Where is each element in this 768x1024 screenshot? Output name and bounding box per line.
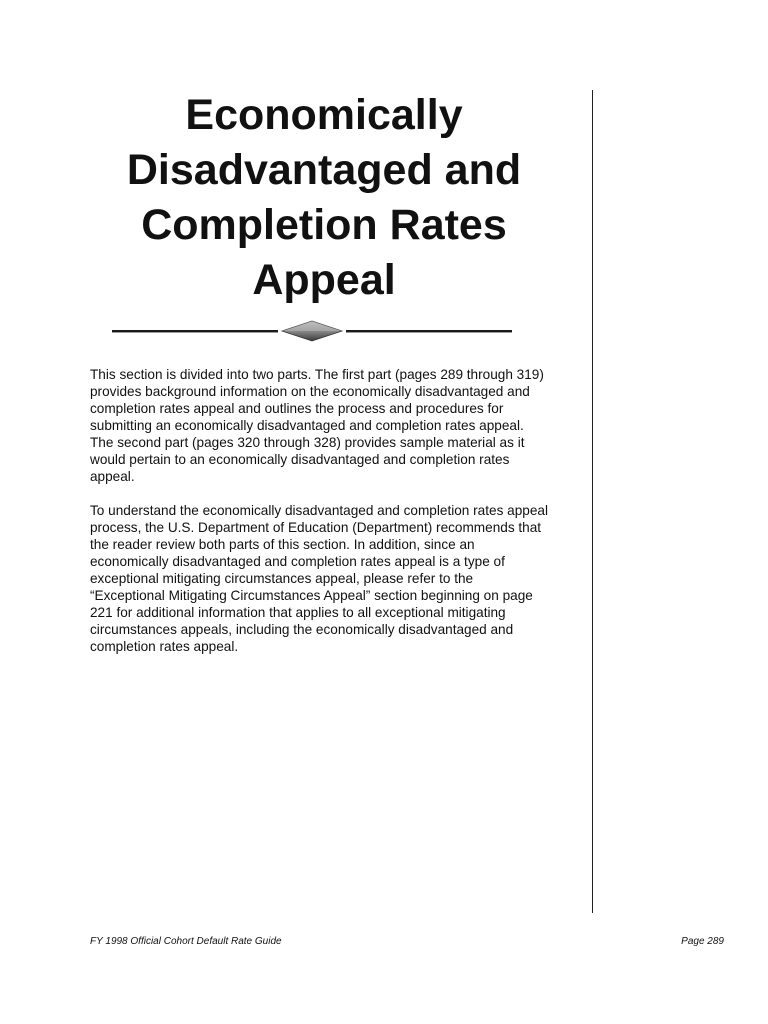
- paragraph-1: This section is divided into two parts. The first part (pages 289 through 319) provides background information on the economically disadvantaged and completion rates appeal and outlines the process and procedures for submitting an economically disadvantaged and completion rates appeal. The second part (pages 320 through 328) provides sample material as it would pertain to an economically disadvantaged and completion rates appeal.: [90, 367, 544, 484]
- body-text: [90, 366, 548, 672]
- footer-guide-title: FY 1998 Official Cohort Default Rate Guide: [90, 936, 282, 947]
- title-line-1: Economically: [185, 91, 463, 139]
- title-line-4: Appeal: [252, 256, 396, 304]
- page-title: [80, 88, 568, 308]
- diamond-divider-icon: [112, 318, 512, 344]
- margin-rule: [592, 90, 593, 913]
- title-line-3: Completion Rates: [141, 201, 507, 249]
- title-line-2: Disadvantaged and: [126, 146, 522, 194]
- paragraph-2: To understand the economically disadvantaged and completion rates appeal process, the U.S. Department of Education (Department) recommends that the reader review both parts of this section. In addition, since an economically disadvantaged and completion rates appeal is a type of exceptional mitigating circumstances appeal, please refer to the “Exceptional Mitigating Circumstances Appeal” section beginning on page 221 for additional information that applies to all exceptional mitigating circumstances appeals, including the economically disadvantaged and completion rates appeal.: [90, 503, 548, 654]
- footer-page-number: Page 289: [681, 936, 724, 947]
